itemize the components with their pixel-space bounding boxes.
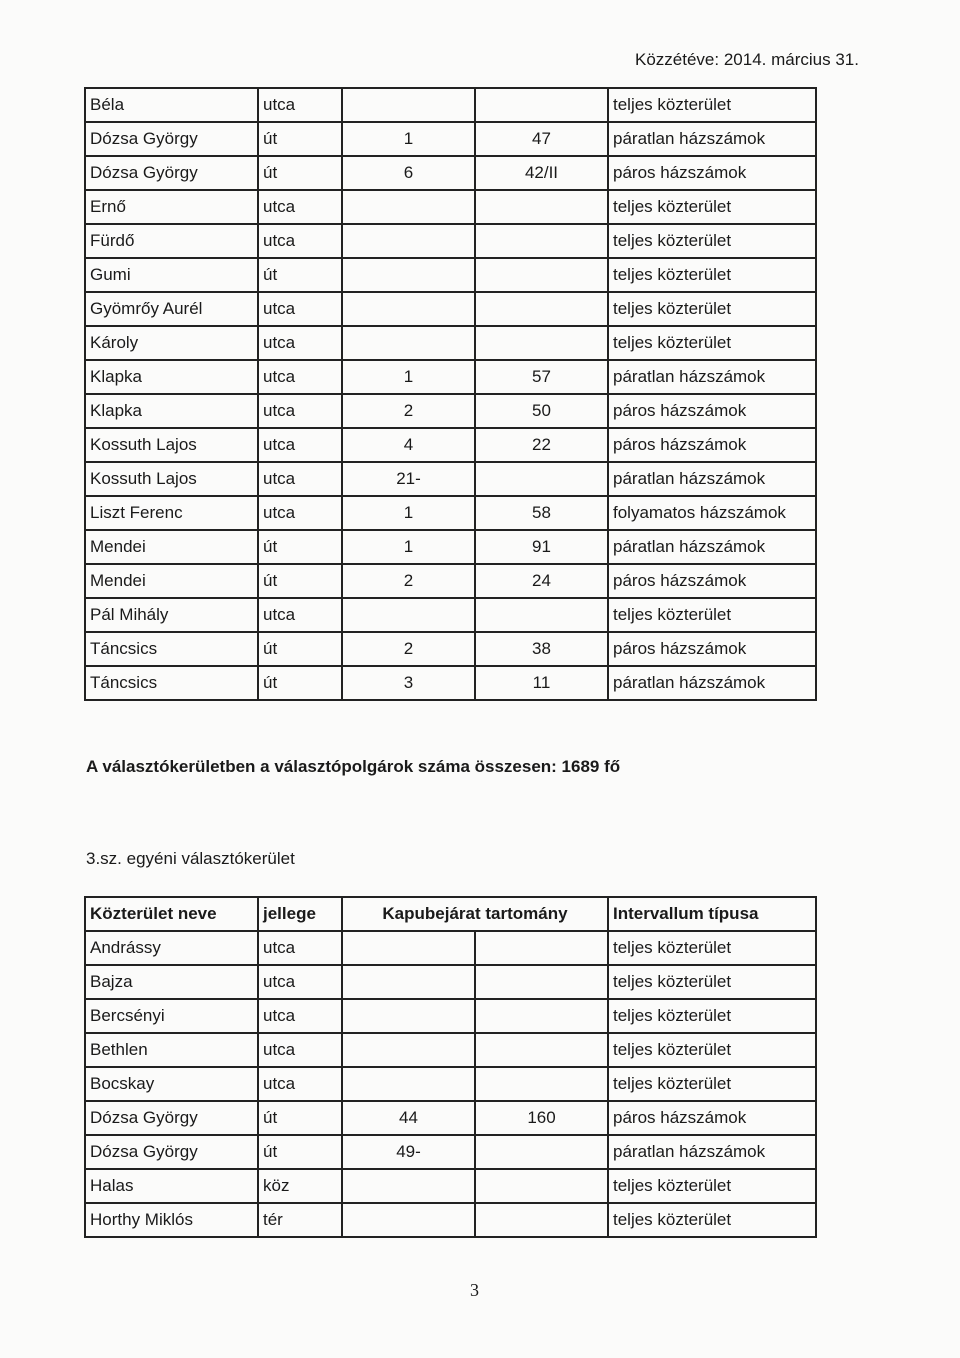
street-name-cell: Halas xyxy=(85,1169,258,1203)
range-end-cell: 24 xyxy=(475,564,608,598)
street-type-cell: út xyxy=(258,632,342,666)
street-name-cell: Bercsényi xyxy=(85,999,258,1033)
range-start-cell xyxy=(342,1203,475,1237)
range-start-cell: 44 xyxy=(342,1101,475,1135)
district-3-streets-table xyxy=(84,896,817,1238)
street-type-cell: út xyxy=(258,258,342,292)
interval-type-cell: páratlan házszámok xyxy=(608,666,816,700)
interval-type-cell: páros házszámok xyxy=(608,1101,816,1135)
table-row xyxy=(85,1169,816,1203)
table-row xyxy=(85,224,816,258)
header-interval-type: Intervallum típusa xyxy=(608,897,816,931)
range-start-cell xyxy=(342,190,475,224)
street-name-cell: Mendei xyxy=(85,530,258,564)
street-name-cell: Kossuth Lajos xyxy=(85,462,258,496)
range-start-cell: 1 xyxy=(342,496,475,530)
street-type-cell: út xyxy=(258,666,342,700)
street-name-cell: Dózsa György xyxy=(85,1135,258,1169)
range-end-cell xyxy=(475,965,608,999)
range-end-cell xyxy=(475,1169,608,1203)
range-end-cell: 47 xyxy=(475,122,608,156)
range-start-cell xyxy=(342,965,475,999)
interval-type-cell: teljes közterület xyxy=(608,1203,816,1237)
range-end-cell xyxy=(475,326,608,360)
street-name-cell: Bajza xyxy=(85,965,258,999)
interval-type-cell: teljes közterület xyxy=(608,598,816,632)
interval-type-cell: páros házszámok xyxy=(608,394,816,428)
interval-type-cell: páratlan házszámok xyxy=(608,360,816,394)
table-row xyxy=(85,530,816,564)
interval-type-cell: páros házszámok xyxy=(608,428,816,462)
voter-count-summary: A választókerületben a választópolgárok száma összesen: 1689 fő xyxy=(86,757,621,776)
street-type-cell: út xyxy=(258,156,342,190)
street-type-cell: út xyxy=(258,1135,342,1169)
table-row xyxy=(85,462,816,496)
street-name-cell: Klapka xyxy=(85,360,258,394)
range-start-cell xyxy=(342,88,475,122)
interval-type-cell: teljes közterület xyxy=(608,258,816,292)
table-row xyxy=(85,1101,816,1135)
interval-type-cell: páratlan házszámok xyxy=(608,530,816,564)
street-name-cell: Kossuth Lajos xyxy=(85,428,258,462)
range-start-cell xyxy=(342,326,475,360)
table-row xyxy=(85,632,816,666)
range-end-cell: 91 xyxy=(475,530,608,564)
street-name-cell: Táncsics xyxy=(85,632,258,666)
table-row xyxy=(85,88,816,122)
range-end-cell: 57 xyxy=(475,360,608,394)
header-street-name: Közterület neve xyxy=(85,897,258,931)
district-streets-table xyxy=(84,87,817,701)
table-row xyxy=(85,394,816,428)
street-type-cell: utca xyxy=(258,462,342,496)
street-name-cell: Dózsa György xyxy=(85,122,258,156)
range-end-cell xyxy=(475,1135,608,1169)
street-name-cell: Dózsa György xyxy=(85,1101,258,1135)
table-header-row xyxy=(85,897,816,931)
range-start-cell xyxy=(342,999,475,1033)
street-type-cell: utca xyxy=(258,965,342,999)
range-start-cell xyxy=(342,1033,475,1067)
street-name-cell: Klapka xyxy=(85,394,258,428)
street-type-cell: utca xyxy=(258,394,342,428)
range-start-cell: 49- xyxy=(342,1135,475,1169)
street-type-cell: út xyxy=(258,530,342,564)
street-name-cell: Andrássy xyxy=(85,931,258,965)
range-end-cell xyxy=(475,1203,608,1237)
range-start-cell xyxy=(342,1169,475,1203)
table-row xyxy=(85,326,816,360)
table-row xyxy=(85,666,816,700)
range-start-cell xyxy=(342,1067,475,1101)
range-end-cell xyxy=(475,258,608,292)
interval-type-cell: teljes közterület xyxy=(608,1169,816,1203)
street-type-cell: utca xyxy=(258,1033,342,1067)
range-start-cell xyxy=(342,598,475,632)
street-type-cell: utca xyxy=(258,292,342,326)
range-end-cell xyxy=(475,292,608,326)
street-type-cell: utca xyxy=(258,1067,342,1101)
range-start-cell xyxy=(342,931,475,965)
interval-type-cell: teljes közterület xyxy=(608,224,816,258)
table-row xyxy=(85,999,816,1033)
range-start-cell: 2 xyxy=(342,394,475,428)
table-row xyxy=(85,122,816,156)
range-end-cell xyxy=(475,999,608,1033)
range-start-cell: 2 xyxy=(342,564,475,598)
district-3-heading: 3.sz. egyéni választókerület xyxy=(86,849,295,868)
range-start-cell xyxy=(342,258,475,292)
street-type-cell: utca xyxy=(258,326,342,360)
table-row xyxy=(85,1067,816,1101)
street-name-cell: Dózsa György xyxy=(85,156,258,190)
street-name-cell: Mendei xyxy=(85,564,258,598)
interval-type-cell: teljes közterület xyxy=(608,1067,816,1101)
street-name-cell: Gumi xyxy=(85,258,258,292)
range-start-cell xyxy=(342,292,475,326)
street-name-cell: Horthy Miklós xyxy=(85,1203,258,1237)
street-type-cell: utca xyxy=(258,598,342,632)
range-end-cell xyxy=(475,462,608,496)
table-row xyxy=(85,156,816,190)
table-row xyxy=(85,931,816,965)
table-row xyxy=(85,1203,816,1237)
header-type: jellege xyxy=(258,897,342,931)
table-row xyxy=(85,258,816,292)
interval-type-cell: teljes közterület xyxy=(608,1033,816,1067)
street-name-cell: Liszt Ferenc xyxy=(85,496,258,530)
range-end-cell: 42/II xyxy=(475,156,608,190)
range-start-cell: 2 xyxy=(342,632,475,666)
range-start-cell xyxy=(342,224,475,258)
table-row xyxy=(85,496,816,530)
table-row xyxy=(85,428,816,462)
street-type-cell: utca xyxy=(258,931,342,965)
range-start-cell: 3 xyxy=(342,666,475,700)
street-type-cell: utca xyxy=(258,360,342,394)
street-name-cell: Gyömrőy Aurél xyxy=(85,292,258,326)
publication-date: Közzétéve: 2014. március 31. xyxy=(635,50,859,69)
street-type-cell: út xyxy=(258,1101,342,1135)
interval-type-cell: teljes közterület xyxy=(608,190,816,224)
range-start-cell: 21- xyxy=(342,462,475,496)
street-type-cell: tér xyxy=(258,1203,342,1237)
interval-type-cell: teljes közterület xyxy=(608,931,816,965)
table-row xyxy=(85,292,816,326)
interval-type-cell: páros házszámok xyxy=(608,156,816,190)
street-type-cell: utca xyxy=(258,999,342,1033)
street-type-cell: utca xyxy=(258,496,342,530)
interval-type-cell: teljes közterület xyxy=(608,292,816,326)
street-name-cell: Pál Mihály xyxy=(85,598,258,632)
interval-type-cell: teljes közterület xyxy=(608,965,816,999)
range-end-cell xyxy=(475,598,608,632)
street-name-cell: Bocskay xyxy=(85,1067,258,1101)
range-end-cell xyxy=(475,1067,608,1101)
header-gate-range: Kapubejárat tartomány xyxy=(342,897,608,931)
interval-type-cell: folyamatos házszámok xyxy=(608,496,816,530)
interval-type-cell: teljes közterület xyxy=(608,88,816,122)
range-end-cell: 22 xyxy=(475,428,608,462)
interval-type-cell: páros házszámok xyxy=(608,632,816,666)
street-type-cell: utca xyxy=(258,428,342,462)
interval-type-cell: páratlan házszámok xyxy=(608,1135,816,1169)
page-number: 3 xyxy=(470,1280,479,1300)
range-start-cell: 1 xyxy=(342,530,475,564)
range-start-cell: 6 xyxy=(342,156,475,190)
range-end-cell xyxy=(475,1033,608,1067)
street-type-cell: utca xyxy=(258,190,342,224)
table-row xyxy=(85,965,816,999)
table-row xyxy=(85,598,816,632)
range-end-cell: 160 xyxy=(475,1101,608,1135)
interval-type-cell: páratlan házszámok xyxy=(608,462,816,496)
interval-type-cell: teljes közterület xyxy=(608,326,816,360)
street-type-cell: utca xyxy=(258,224,342,258)
table-row xyxy=(85,1033,816,1067)
interval-type-cell: páros házszámok xyxy=(608,564,816,598)
range-end-cell: 11 xyxy=(475,666,608,700)
range-end-cell: 58 xyxy=(475,496,608,530)
street-name-cell: Ernő xyxy=(85,190,258,224)
interval-type-cell: teljes közterület xyxy=(608,999,816,1033)
street-name-cell: Béla xyxy=(85,88,258,122)
range-end-cell xyxy=(475,88,608,122)
range-end-cell xyxy=(475,224,608,258)
street-type-cell: út xyxy=(258,564,342,598)
interval-type-cell: páratlan házszámok xyxy=(608,122,816,156)
range-end-cell xyxy=(475,931,608,965)
street-type-cell: út xyxy=(258,122,342,156)
street-name-cell: Bethlen xyxy=(85,1033,258,1067)
range-start-cell: 1 xyxy=(342,122,475,156)
range-start-cell: 1 xyxy=(342,360,475,394)
street-name-cell: Táncsics xyxy=(85,666,258,700)
table-row xyxy=(85,564,816,598)
table-row xyxy=(85,360,816,394)
table-row xyxy=(85,190,816,224)
table-row xyxy=(85,1135,816,1169)
range-end-cell xyxy=(475,190,608,224)
street-name-cell: Fürdő xyxy=(85,224,258,258)
street-type-cell: köz xyxy=(258,1169,342,1203)
range-start-cell: 4 xyxy=(342,428,475,462)
street-type-cell: utca xyxy=(258,88,342,122)
street-name-cell: Károly xyxy=(85,326,258,360)
range-end-cell: 38 xyxy=(475,632,608,666)
range-end-cell: 50 xyxy=(475,394,608,428)
